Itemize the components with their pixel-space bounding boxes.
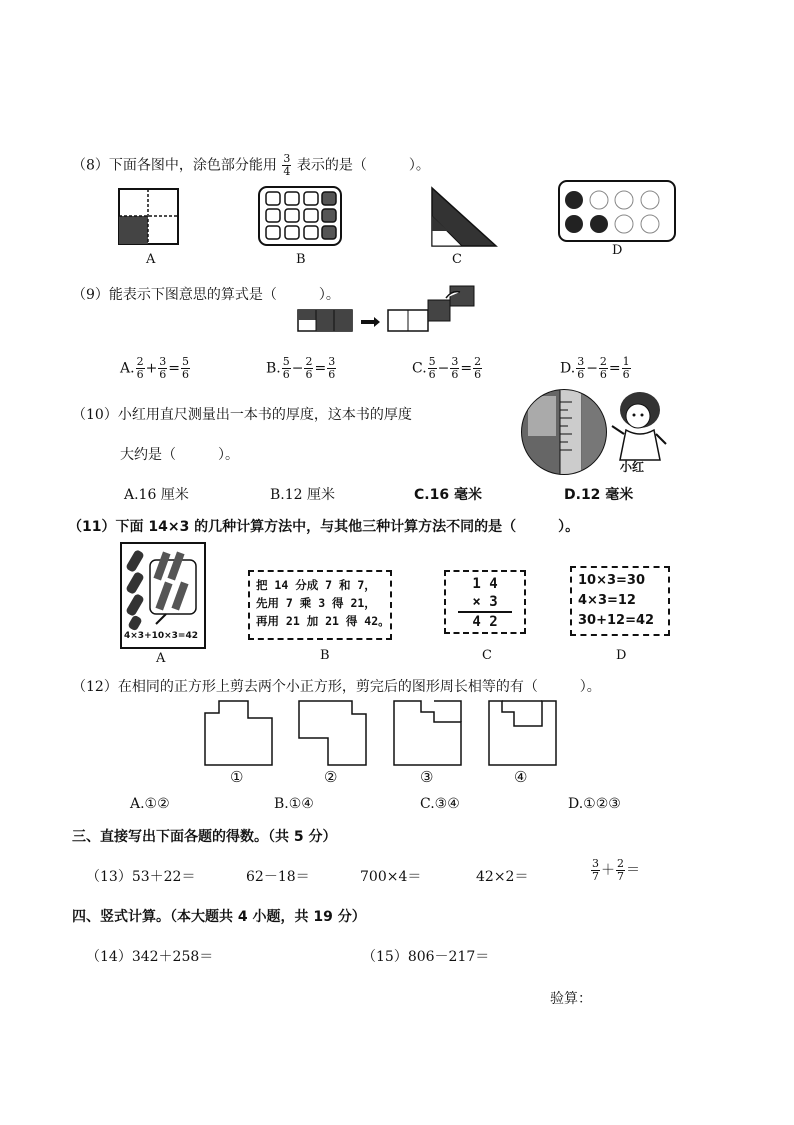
section-3-title: 三、直接写出下面各题的得数。（共 5 分）	[72, 829, 337, 845]
q13-item-3: 700×4＝	[360, 869, 422, 885]
vertical-calc-line: 1 4	[472, 576, 498, 592]
q11-box-d	[570, 566, 670, 636]
fraction	[181, 356, 190, 381]
frac-numerator: 3	[328, 355, 336, 368]
option-letter: A.	[120, 360, 135, 377]
fraction	[158, 356, 167, 381]
frac-numerator: 2	[599, 355, 607, 368]
frac-denominator: 6	[622, 368, 630, 381]
frac-numerator: 5	[428, 355, 436, 368]
frac-numerator: 5	[282, 355, 290, 368]
box-b-line: 先用 7 乘 3 得 21，	[256, 596, 376, 610]
q10-stem-1: （10）小红用直尺测量出一本书的厚度，这本书的厚度	[72, 407, 412, 423]
frac-denominator: 6	[577, 368, 585, 381]
box-b-line: 把 14 分成 7 和 7，	[256, 578, 376, 592]
q12-option-d: D.①②③	[568, 796, 621, 812]
q8-figure-c	[430, 186, 498, 248]
fraction	[304, 356, 313, 381]
frac-numerator: 3	[577, 355, 585, 368]
option-letter: B.	[266, 360, 281, 377]
q12-stem: （12）在相同的正方形上剪去两个小正方形，剪完后的图形周长相等的有（ ）。	[72, 679, 601, 695]
q12-option-a: A.①②	[130, 796, 170, 812]
vertical-calc-line: 4 2	[472, 614, 498, 630]
q12-figure-3	[393, 700, 463, 766]
box-d-line: 4×3=12	[578, 593, 636, 608]
fraction	[616, 858, 625, 883]
option-letter: C.	[412, 360, 427, 377]
apple-icon	[565, 191, 583, 209]
vertical-calc-line: × 3	[458, 593, 512, 613]
q15-label: （15）806－217＝	[362, 949, 490, 965]
q12-figure-1	[204, 700, 274, 766]
q9-stem: （9）能表示下图意思的算式是（ ）。	[72, 287, 340, 303]
q9-option-c: C. $\frac{5}{6}$ − $\frac{3}{6}$ = $\frac{2}{6}$	[412, 355, 482, 381]
frac-denominator: 6	[428, 368, 436, 381]
option-letter: D.	[560, 360, 576, 377]
q11-box-a-caption: 4×3+10×3=42	[124, 631, 198, 641]
operator: −	[291, 360, 304, 377]
q11-label-d: D	[616, 648, 627, 663]
fraction	[576, 356, 585, 381]
equals-sign: ＝	[626, 862, 640, 879]
q11-label-a: A	[156, 651, 166, 666]
frac-numerator: 1	[622, 355, 630, 368]
frac-denominator: 6	[451, 368, 459, 381]
q12-fig-label-4: ④	[514, 768, 528, 786]
q9-option-b: B. $\frac{5}{6}$ − $\frac{2}{6}$ = $\frac{3}{6}$	[266, 355, 336, 381]
q10-option-b: B.12 厘米	[270, 487, 336, 503]
check-label: 验算：	[550, 991, 592, 1007]
q13-item-4: 42×2＝	[476, 869, 529, 885]
q12-fig-label-3: ③	[420, 768, 434, 786]
frac-denominator: 6	[474, 368, 482, 381]
q10-option-a: A.16 厘米	[124, 487, 189, 503]
box-d-line: 10×3=30	[578, 573, 646, 588]
q8-label-b: B	[296, 252, 306, 267]
frac-numerator: 3	[592, 857, 599, 870]
q11-label-c: C	[482, 648, 492, 663]
q12-option-b: B.①④	[274, 796, 314, 812]
frac-denominator: 6	[182, 368, 190, 381]
fraction	[428, 356, 437, 381]
fraction	[599, 356, 608, 381]
frac-numerator: 3	[451, 355, 459, 368]
q8-label-a: A	[146, 252, 156, 267]
frac-denominator: 6	[159, 368, 167, 381]
frac-numerator: 2	[305, 355, 313, 368]
frac-denominator: 6	[136, 368, 144, 381]
frac-denominator: 6	[328, 368, 336, 381]
frac-denominator: 6	[305, 368, 313, 381]
frac-denominator: 4	[283, 165, 291, 178]
operator: ＋	[601, 862, 615, 879]
fraction	[591, 858, 600, 883]
q10-stem-2: 大约是（ ）。	[120, 447, 239, 463]
frac-numerator: 3	[283, 152, 291, 165]
q8-figure-a	[118, 188, 180, 246]
q9-option-d: D. $\frac{3}{6}$ − $\frac{2}{6}$ = $\frac{1}{6}$	[560, 355, 630, 381]
q8-label-d: D	[612, 243, 623, 258]
q10-option-c: C.16 毫米	[414, 487, 482, 503]
apple-icon	[565, 215, 583, 233]
girl-name-label: 小红	[620, 460, 645, 474]
frac-denominator: 6	[282, 368, 290, 381]
frac-numerator: 5	[182, 355, 190, 368]
q10-option-d: D.12 毫米	[564, 487, 634, 503]
q8-figure-d	[558, 180, 676, 242]
q12-fig-label-2: ②	[324, 768, 338, 786]
q11-box-c	[444, 570, 526, 634]
frac-numerator: 3	[159, 355, 167, 368]
fraction	[450, 356, 459, 381]
girl-illustration	[608, 388, 672, 468]
q12-fig-label-1: ①	[230, 768, 244, 786]
fraction	[473, 356, 482, 381]
q14-label: （14）342＋258＝	[86, 949, 214, 965]
q8-stem	[72, 153, 430, 178]
q12-figure-2	[298, 700, 368, 766]
q8-stem-end: 表示的是（ ）。	[296, 157, 430, 174]
q9-option-a: A. $\frac{2}{6}$ + $\frac{3}{6}$ = $\frac{5}{6}$	[120, 355, 190, 381]
ruler-magnifier-illustration	[520, 388, 610, 476]
frac-denominator: 7	[617, 870, 624, 883]
frac-numerator: 2	[474, 355, 482, 368]
fraction	[327, 356, 336, 381]
fraction	[136, 356, 145, 381]
operator: +	[145, 360, 158, 377]
operator: −	[437, 360, 450, 377]
q11-stem: （11）下面 14×3 的几种计算方法中，与其他三种计算方法不同的是（ ）。	[68, 519, 580, 535]
q13-label: （13）53＋22＝	[86, 869, 196, 885]
q8-fraction	[282, 153, 291, 178]
box-b-line: 再用 21 加 21 得 42。	[256, 614, 390, 628]
fraction	[282, 356, 291, 381]
q8-label-c: C	[452, 252, 462, 267]
q13-item-2: 62－18＝	[246, 869, 310, 885]
fraction	[622, 356, 631, 381]
q8-figure-b	[258, 186, 342, 246]
q12-figure-4	[488, 700, 558, 766]
operator: −	[586, 360, 598, 377]
q9-figure	[298, 282, 478, 334]
q8-stem-text: （8）下面各图中，涂色部分能用	[72, 157, 277, 174]
q11-box-b	[248, 570, 392, 640]
frac-denominator: 7	[592, 870, 599, 883]
q13-item-5	[590, 858, 640, 883]
frac-numerator: 2	[136, 355, 144, 368]
frac-denominator: 6	[599, 368, 607, 381]
box-d-line: 30+12=42	[578, 613, 655, 628]
apple-icon	[590, 215, 608, 233]
section-4-title: 四、竖式计算。（本大题共 4 小题，共 19 分）	[72, 909, 366, 925]
q12-option-c: C.③④	[420, 796, 460, 812]
frac-numerator: 2	[617, 857, 624, 870]
q11-label-b: B	[320, 648, 330, 663]
